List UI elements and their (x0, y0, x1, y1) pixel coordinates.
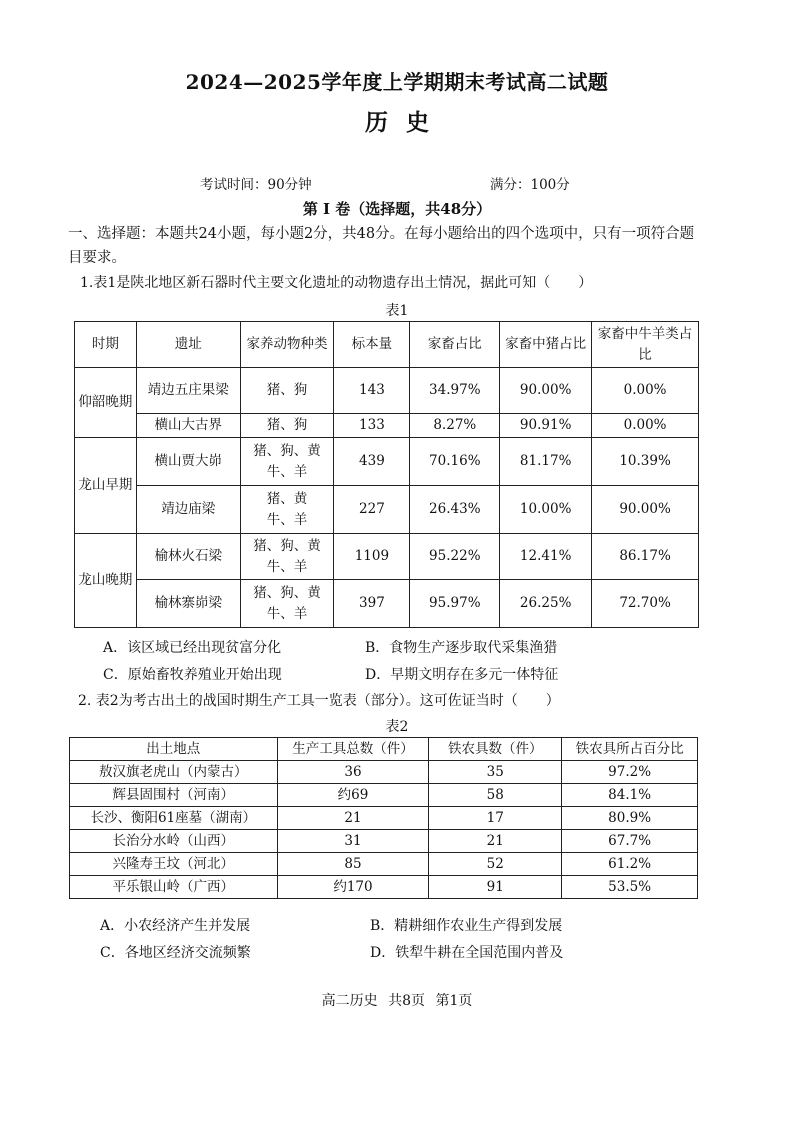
table-header-row (70, 738, 698, 761)
full-score: 满分：100分 (490, 177, 570, 193)
subject-title: 历史 (365, 109, 447, 136)
table-2-caption: 表2 (385, 719, 409, 735)
site-cell: 横山贾大峁 (136, 438, 240, 486)
place-cell: 兴隆寿王坟（河北） (70, 853, 278, 876)
pig-cell: 90.91% (500, 414, 592, 438)
header-cell: 家畜中猪占比 (500, 322, 592, 368)
count-cell: 1109 (334, 534, 410, 580)
percent-cell: 53.5% (562, 876, 698, 899)
header-cell: 家养动物种类 (240, 322, 334, 368)
livestock-cell: 26.43% (410, 486, 500, 534)
table-row (75, 438, 699, 486)
header-cell: 家畜中牛羊类占比 (592, 322, 699, 368)
iron-cell: 17 (429, 807, 562, 830)
pig-cell: 12.41% (500, 534, 592, 580)
percent-cell: 97.2% (562, 761, 698, 784)
q1-option-a: A．该区域已经出现贫富分化 (103, 640, 282, 656)
section-title: 第 Ⅰ 卷（选择题，共48分） (302, 200, 492, 218)
animals-cell: 猪、狗、黄牛、羊 (240, 534, 334, 580)
table-row (70, 807, 698, 830)
pig-cell: 10.00% (500, 486, 592, 534)
livestock-cell: 70.16% (410, 438, 500, 486)
pig-cell: 90.00% (500, 368, 592, 414)
period-cell: 龙山晚期 (75, 534, 137, 628)
place-cell: 敖汉旗老虎山（内蒙古） (70, 761, 278, 784)
header-cell: 生产工具总数（件） (277, 738, 429, 761)
footer-page-number: 第1页 (435, 993, 473, 1009)
percent-cell: 67.7% (562, 830, 698, 853)
q1-option-c: C．原始畜牧养殖业开始出现 (103, 667, 282, 683)
percent-cell: 80.9% (562, 807, 698, 830)
header-cell: 遗址 (136, 322, 240, 368)
cattle-cell: 0.00% (592, 368, 699, 414)
count-cell: 439 (334, 438, 410, 486)
total-cell: 85 (277, 853, 429, 876)
table-1-caption: 表1 (385, 303, 409, 319)
animals-cell: 猪、狗、黄牛、羊 (240, 580, 334, 628)
table-row (70, 876, 698, 899)
table-row (70, 761, 698, 784)
period-cell: 龙山早期 (75, 438, 137, 534)
q2-option-a: A．小农经济产生并发展 (100, 918, 251, 934)
site-cell: 靖边五庄果梁 (136, 368, 240, 414)
animals-cell: 猪、黄牛、羊 (240, 486, 334, 534)
table-1 (74, 321, 699, 628)
q1-option-b: B．食物生产逐步取代采集渔猎 (365, 640, 558, 656)
count-cell: 227 (334, 486, 410, 534)
header-cell: 出土地点 (70, 738, 278, 761)
table-row (70, 784, 698, 807)
header-cell: 时期 (75, 322, 137, 368)
q1-option-d: D．早期文明存在多元一体特征 (365, 667, 559, 683)
q2-option-d: D．铁犁牛耕在全国范围内普及 (370, 945, 564, 961)
livestock-cell: 34.97% (410, 368, 500, 414)
site-cell: 横山大古界 (136, 414, 240, 438)
cattle-cell: 86.17% (592, 534, 699, 580)
percent-cell: 84.1% (562, 784, 698, 807)
question-1-stem: 1.表1是陕北地区新石器时代主要文化遗址的动物遗存出土情况，据此可知（ ） (80, 275, 593, 291)
cattle-cell: 0.00% (592, 414, 699, 438)
question-2-stem: 2. 表2为考古出土的战国时期生产工具一览表（部分）。这可佐证当时（ ） (78, 693, 560, 709)
place-cell: 长治分水岭（山西） (70, 830, 278, 853)
cattle-cell: 90.00% (592, 486, 699, 534)
site-cell: 榆林火石梁 (136, 534, 240, 580)
table-row (75, 368, 699, 414)
iron-cell: 91 (429, 876, 562, 899)
header-cell: 铁农具所占百分比 (562, 738, 698, 761)
iron-cell: 21 (429, 830, 562, 853)
table-row (70, 830, 698, 853)
table-row (75, 580, 699, 628)
header-cell: 家畜占比 (410, 322, 500, 368)
pig-cell: 81.17% (500, 438, 592, 486)
total-cell: 约69 (277, 784, 429, 807)
table-row (70, 853, 698, 876)
total-cell: 36 (277, 761, 429, 784)
period-cell: 仰韶晚期 (75, 368, 137, 438)
count-cell: 143 (334, 368, 410, 414)
livestock-cell: 95.22% (410, 534, 500, 580)
animals-cell: 猪、狗 (240, 414, 334, 438)
footer-subject: 高二历史 (321, 993, 378, 1009)
table-row (75, 414, 699, 438)
place-cell: 平乐银山岭（广西） (70, 876, 278, 899)
iron-cell: 52 (429, 853, 562, 876)
site-cell: 榆林寨峁梁 (136, 580, 240, 628)
site-cell: 靖边庙梁 (136, 486, 240, 534)
livestock-cell: 95.97% (410, 580, 500, 628)
exam-title: 2024—2025学年度上学期期末考试高二试题 (185, 70, 609, 94)
section-intro: 一、选择题：本题共24小题，每小题2分，共48分。在每小题给出的四个选项中，只有一项符合题目要求。 (68, 226, 695, 266)
header-cell: 标本量 (334, 322, 410, 368)
cattle-cell: 72.70% (592, 580, 699, 628)
livestock-cell: 8.27% (410, 414, 500, 438)
iron-cell: 58 (429, 784, 562, 807)
count-cell: 397 (334, 580, 410, 628)
page-footer (0, 990, 794, 1010)
q2-option-b: B．精耕细作农业生产得到发展 (370, 918, 563, 934)
cattle-cell: 10.39% (592, 438, 699, 486)
place-cell: 辉县固围村（河南） (70, 784, 278, 807)
table-row (75, 534, 699, 580)
footer-total-pages: 共8页 (388, 993, 425, 1009)
pig-cell: 26.25% (500, 580, 592, 628)
count-cell: 133 (334, 414, 410, 438)
q2-option-c: C．各地区经济交流频繁 (100, 945, 251, 961)
total-cell: 31 (277, 830, 429, 853)
animals-cell: 猪、狗 (240, 368, 334, 414)
percent-cell: 61.2% (562, 853, 698, 876)
exam-time: 考试时间：90分钟 (200, 177, 312, 193)
table-row (75, 486, 699, 534)
table-2 (69, 737, 698, 899)
table-header-row (75, 322, 699, 368)
place-cell: 长沙、衡阳61座墓（湖南） (70, 807, 278, 830)
total-cell: 约170 (277, 876, 429, 899)
animals-cell: 猪、狗、黄牛、羊 (240, 438, 334, 486)
iron-cell: 35 (429, 761, 562, 784)
header-cell: 铁农具数（件） (429, 738, 562, 761)
total-cell: 21 (277, 807, 429, 830)
